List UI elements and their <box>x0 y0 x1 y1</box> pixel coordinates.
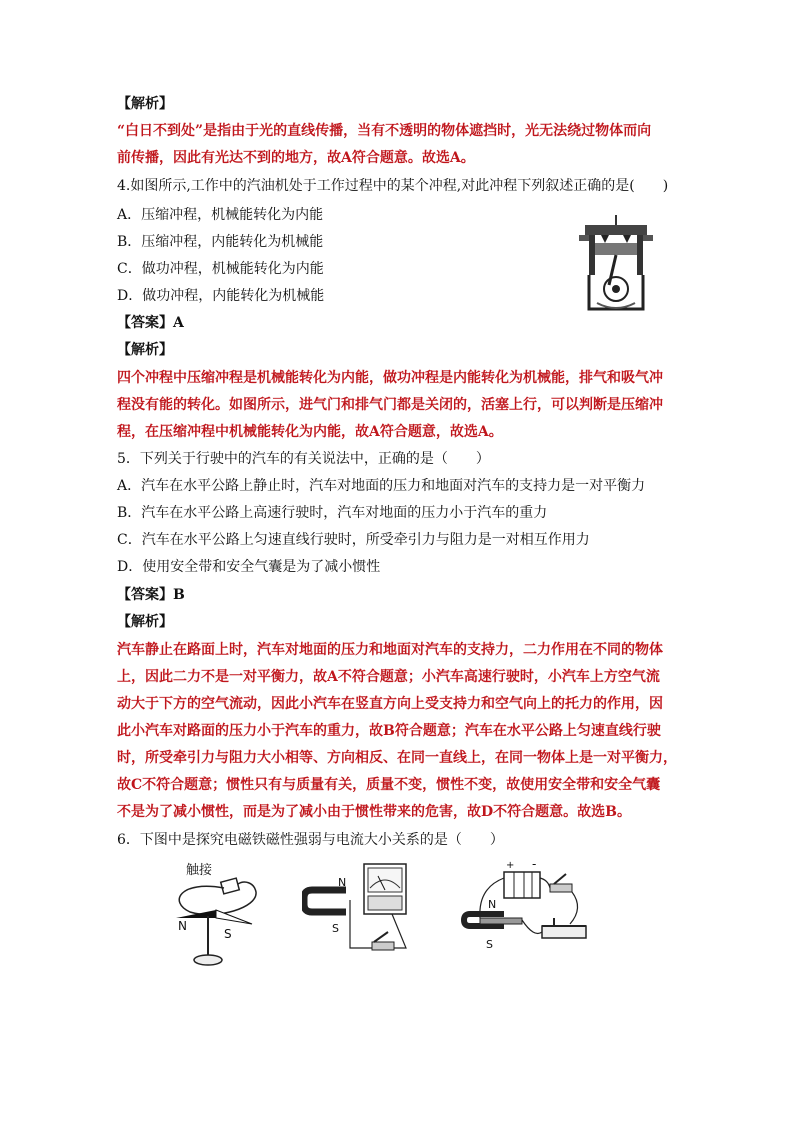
q5-analysis-line-1: 汽车静止在路面上时，汽车对地面的压力和地面对汽车的支持力，二力作用在不同的物体 <box>117 642 663 658</box>
fig3-minus-label: - <box>532 858 537 871</box>
q5-analysis-line-3: 动大于下方的空气流动，因此小汽车在竖直方向上受支持力和空气向上的托力的作用，因 <box>117 696 663 712</box>
fig1-n-label: N <box>178 919 187 933</box>
q4-analysis-line-2: 程没有能的转化。如图所示，进气门和排气门都是关闭的，活塞上行，可以判断是压缩冲 <box>117 397 663 413</box>
q4-answer: 【答案】A <box>117 315 184 331</box>
fig3-s-label: S <box>486 938 493 951</box>
q6-figure-3 <box>458 858 593 958</box>
q5-analysis-line-2: 上，因此二力不是一对平衡力，故A不符合题意；小汽车高速行驶时，小汽车上方空气流 <box>117 669 660 685</box>
fig3-n-label: N <box>488 898 497 911</box>
q4-option-b: B．压缩冲程，内能转化为机械能 <box>117 234 324 250</box>
q5-analysis-line-6: 故C不符合题意；惯性只有与质量有关，质量不变，惯性不变，故使用安全带和安全气囊 <box>117 777 661 793</box>
q4-option-c: C．做功冲程，机械能转化为内能 <box>117 261 324 277</box>
q5-option-a: A．汽车在水平公路上静止时，汽车对地面的压力和地面对汽车的支持力是一对平衡力 <box>117 478 646 494</box>
q4-stem: 4.如图所示,工作中的汽油机处于工作过程中的某个冲程,对此冲程下列叙述正确的是( ) <box>117 178 669 194</box>
engine-cylinder-figure <box>575 213 657 313</box>
q3-analysis-label: 【解析】 <box>117 96 173 112</box>
q5-analysis-label: 【解析】 <box>117 614 173 630</box>
q5-analysis-line-4: 此小汽车对路面的压力小于汽车的重力，故B符合题意；汽车在水平公路上匀速直线行驶 <box>117 723 661 739</box>
q6-figure-2 <box>302 862 412 962</box>
q6-stem: 6．下图中是探究电磁铁磁性强弱与电流大小关系的是（ ） <box>117 832 504 848</box>
q5-option-d: D．使用安全带和安全气囊是为了减小惯性 <box>117 559 381 575</box>
fig3-plus-label: + <box>506 860 515 871</box>
q5-analysis-line-7: 不是为了减小惯性，而是为了减小由于惯性带来的危害，故D不符合题意。故选B。 <box>117 804 631 820</box>
q4-option-d: D．做功冲程，内能转化为机械能 <box>117 288 325 304</box>
q4-analysis-label: 【解析】 <box>117 342 173 358</box>
q5-option-c: C．汽车在水平公路上匀速直线行驶时，所受牵引力与阻力是一对相互作用力 <box>117 532 590 548</box>
fig2-n-label: N <box>338 876 347 889</box>
q6-figure-1 <box>160 858 275 968</box>
touch-label: 触接 <box>186 863 213 878</box>
fig1-s-label: S <box>224 927 232 941</box>
q5-stem: 5．下列关于行驶中的汽车的有关说法中，正确的是（ ） <box>117 451 490 467</box>
q5-option-b: B．汽车在水平公路上高速行驶时，汽车对地面的压力小于汽车的重力 <box>117 505 548 521</box>
q4-analysis-line-1: 四个冲程中压缩冲程是机械能转化为内能，做功冲程是内能转化为机械能，排气和吸气冲 <box>117 370 663 386</box>
q3-analysis-line-1: “白日不到处”是指由于光的直线传播，当有不透明的物体遮挡时，光无法绕过物体而向 <box>117 123 652 139</box>
fig2-s-label: S <box>332 922 339 935</box>
q4-analysis-line-3: 程，在压缩冲程中机械能转化为内能，故A符合题意，故选A。 <box>117 424 503 440</box>
q5-answer: 【答案】B <box>117 587 185 603</box>
q3-analysis-line-2: 前传播，因此有光达不到的地方，故A符合题意。故选A。 <box>117 150 475 166</box>
q5-analysis-line-5: 时，所受牵引力与阻力大小相等、方向相反、在同一直线上，在同一物体上是一对平衡力， <box>117 750 677 766</box>
q4-option-a: A．压缩冲程，机械能转化为内能 <box>117 207 324 223</box>
